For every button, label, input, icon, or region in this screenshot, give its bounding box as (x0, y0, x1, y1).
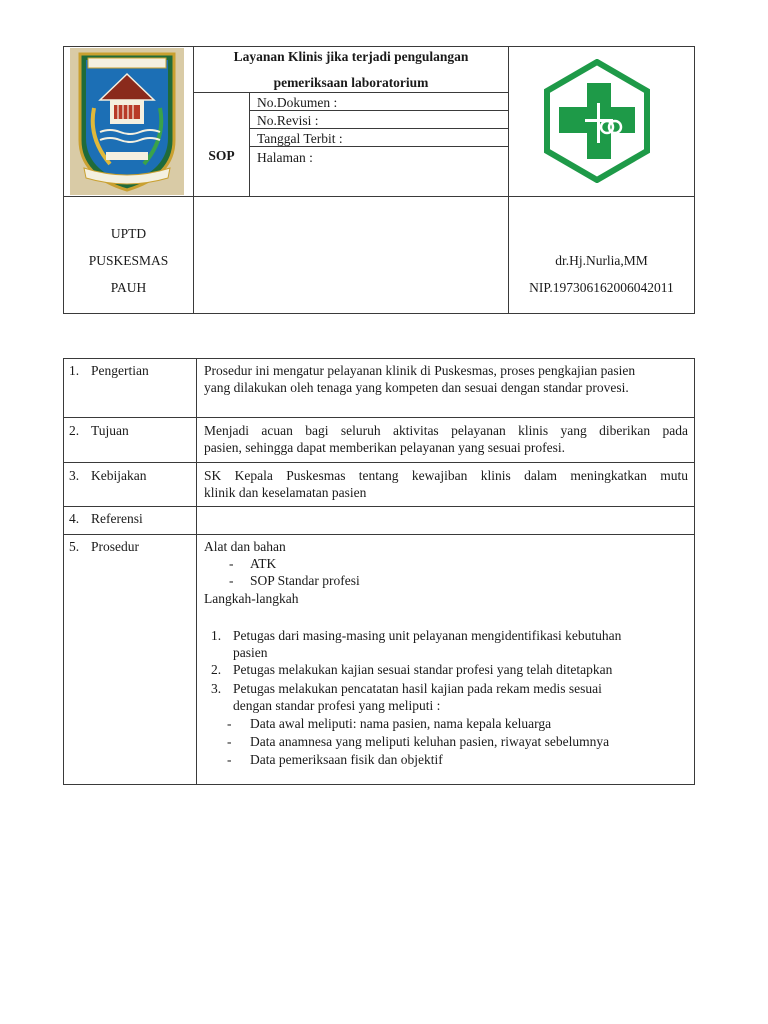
sop-label: SOP (208, 148, 235, 163)
signatory-nip: NIP.197306162006042011 (529, 280, 674, 295)
pengertian-line: yang dilakukan oleh tenaga yang kompeten dan sesuai dengan standar provesi. (204, 380, 629, 395)
sop-title-line1: Layanan Klinis jika terjadi pengulangan (233, 49, 469, 64)
section-label-prosedur: Prosedur (91, 539, 139, 554)
sub-item: Data pemeriksaan fisik dan objektif (250, 752, 443, 767)
sub-item: Data anamnesa yang meliputi keluhan pasien, riwayat sebelumnya (250, 734, 610, 749)
step-line: pasien (233, 645, 268, 660)
sop-title-line2: pemeriksaan laboratorium (273, 75, 429, 90)
puskesmas-logo (543, 59, 651, 183)
step-line: Petugas melakukan kajian sesuai standar profesi yang telah ditetapkan (233, 662, 613, 677)
kebijakan-line: SK Kepala Puskesmas tentang kewajiban klinis dalam meningkatkan mutu (204, 468, 688, 483)
regency-emblem-logo (70, 48, 184, 195)
section-number: 3. (69, 468, 80, 483)
bullet-dash: - (227, 716, 232, 731)
section-number: 2. (69, 423, 80, 438)
sub-item: Data awal meliputi: nama pasien, nama kepala keluarga (250, 716, 552, 731)
field-tanggal-terbit: Tanggal Terbit : (257, 131, 343, 146)
step-line: Petugas dari masing-masing unit pelayanan mengidentifikasi kebutuhan (233, 628, 622, 643)
org-line-uptd: UPTD (110, 226, 147, 241)
section-label-pengertian: Pengertian (91, 363, 149, 378)
step-number: 3. (211, 681, 222, 696)
kebijakan-line: klinik dan keselamatan pasien (204, 485, 367, 500)
section-label-tujuan: Tujuan (91, 423, 129, 438)
step-line: dengan standar profesi yang meliputi : (233, 698, 441, 713)
tujuan-line: pasien, sehingga dapat memberikan pelayanan yang sesuai profesi. (204, 440, 565, 455)
bullet-dash: - (227, 752, 232, 767)
signatory-name: dr.Hj.Nurlia,MM (555, 253, 648, 268)
section-number: 5. (69, 539, 80, 554)
step-number: 1. (211, 628, 222, 643)
alat-heading: Alat dan bahan (204, 539, 286, 554)
pengertian-line: Prosedur ini mengatur pelayanan klinik di Puskesmas, proses pengkajian pasien (204, 363, 636, 378)
step-line: Petugas melakukan pencatatan hasil kajian pada rekam medis sesuai (233, 681, 602, 696)
alat-item: SOP Standar profesi (250, 573, 360, 588)
tujuan-line: Menjadi acuan bagi seluruh aktivitas pelayanan klinis yang diberikan pada (204, 423, 688, 438)
field-no-dokumen: No.Dokumen : (257, 95, 338, 110)
field-halaman: Halaman : (257, 150, 313, 165)
org-line-pauh: PAUH (110, 280, 147, 295)
section-number: 1. (69, 363, 80, 378)
org-line-puskesmas: PUSKESMAS (88, 253, 169, 268)
step-number: 2. (211, 662, 222, 677)
bullet-dash: - (229, 556, 234, 571)
bullet-dash: - (227, 734, 232, 749)
section-number: 4. (69, 511, 80, 526)
langkah-heading: Langkah-langkah (204, 591, 299, 606)
field-no-revisi: No.Revisi : (257, 113, 319, 128)
section-label-referensi: Referensi (91, 511, 143, 526)
alat-item: ATK (250, 556, 277, 571)
section-label-kebijakan: Kebijakan (91, 468, 147, 483)
bullet-dash: - (229, 573, 234, 588)
